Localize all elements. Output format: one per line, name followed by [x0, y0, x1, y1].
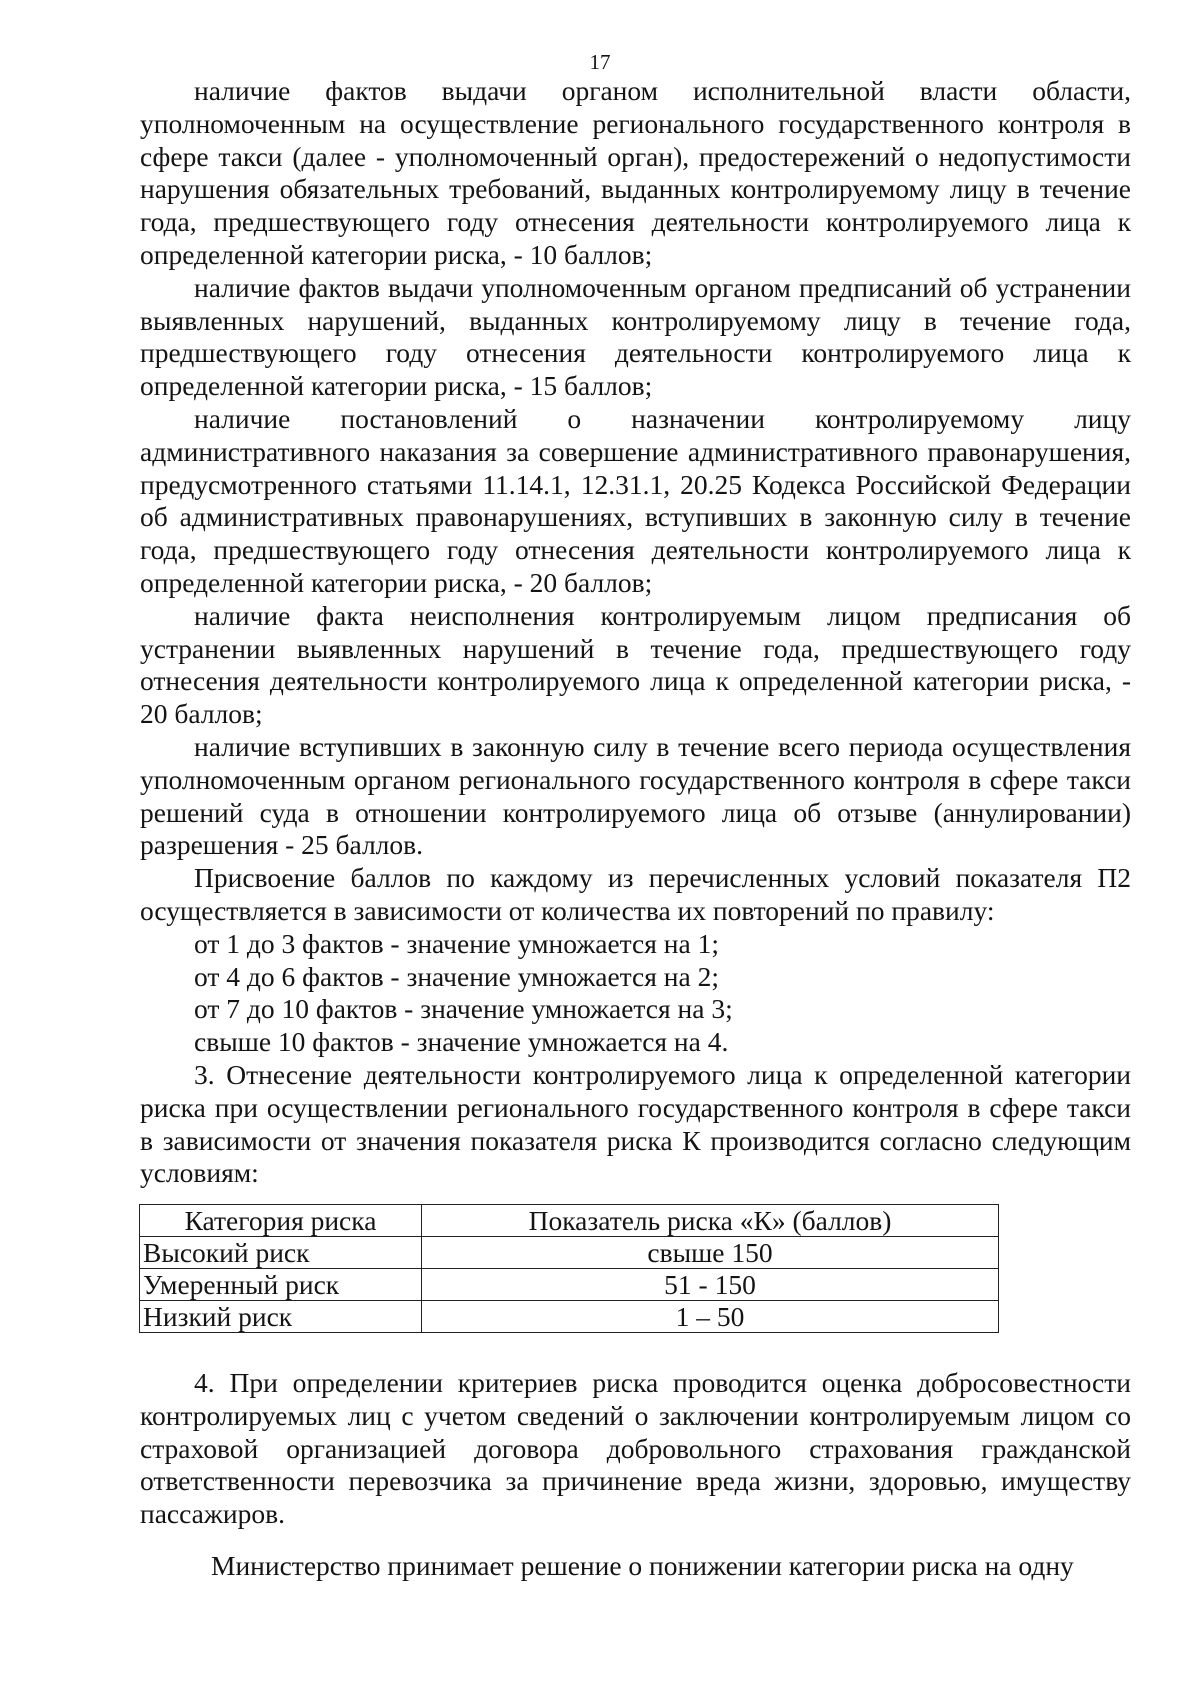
- table-header-row: [140, 1205, 999, 1237]
- table-cell-score: 51 - 150: [422, 1269, 999, 1301]
- table-cell-category: Низкий риск: [140, 1301, 422, 1333]
- table-cell-score: свыше 150: [422, 1237, 999, 1269]
- table-header-score: Показатель риска «К» (баллов): [422, 1205, 999, 1237]
- rule-item: свыше 10 фактов - значение умножается на 4.: [194, 1026, 729, 1058]
- table-cell-score: 1 – 50: [422, 1301, 999, 1333]
- page-number: 17: [589, 50, 611, 74]
- paragraph: наличие вступивших в законную силу в течение всего периода осуществления уполномоченным органом регионального государственного контроля в сфере такси решений суда в отношении контролируемого лица об отзыве (аннулировании) разрешения - 25 баллов.: [140, 730, 1131, 861]
- paragraph: Присвоение баллов по каждому из перечисленных условий показателя П2 осуществляется в зависимости от количества их повторений по правилу:: [140, 862, 1131, 926]
- table-header-category: Категория риска: [140, 1205, 422, 1237]
- section-3-paragraph: 3. Отнесение деятельности контролируемого лица к определенной категории риска при осуществлении регионального государственного контроля в сфере такси в зависимости от значения показателя риска К производится согласно следующим условиям:: [140, 1058, 1131, 1189]
- table-row: [140, 1269, 999, 1301]
- table-cell-category: Высокий риск: [140, 1237, 422, 1269]
- paragraph-gap: [140, 1531, 1131, 1550]
- rule-item: от 4 до 6 фактов - значение умножается на 2;: [194, 960, 719, 992]
- table-cell-category: Умеренный риск: [140, 1269, 422, 1301]
- table-row: [140, 1301, 999, 1333]
- document-body-continued: [140, 1367, 1131, 1583]
- risk-category-table: [139, 1204, 999, 1333]
- rule-item: от 7 до 10 фактов - значение умножается на 3;: [194, 993, 733, 1025]
- paragraph: наличие фактов выдачи уполномоченным органом предписаний об устранении выявленных нарушений, выданных контролируемому лицу в течение года, предшествующего году отнесения деятельности контролируемого лица к определенной категории риска, - 15 баллов;: [140, 271, 1131, 402]
- rule-item: от 1 до 3 фактов - значение умножается на 1;: [194, 927, 719, 959]
- paragraph: наличие факта неисполнения контролируемым лицом предписания об устранении выявленных нарушений в течение года, предшествующего году отнесения деятельности контролируемого лица к определенной категории риска, - 20 баллов;: [140, 599, 1131, 730]
- document-body: [140, 75, 1131, 1190]
- table-row: [140, 1237, 999, 1269]
- last-paragraph: Министерство принимает решение о понижении категории риска на одну: [211, 1549, 1074, 1581]
- paragraph: наличие фактов выдачи органом исполнительной власти области, уполномоченным на осуществление регионального государственного контроля в сфере такси (далее - уполномоченный орган), предостережений о недопустимости нарушения обязательных требований, выданных контролируемому лицу в течение года, предшествующего году отнесения деятельности контролируемого лица к определенной категории риска, - 10 баллов;: [140, 75, 1131, 270]
- section-4-paragraph: 4. При определении критериев риска проводится оценка добросовестности контролируемых лиц с учетом сведений о заключении контролируемым лицом со страховой организацией договора добровольного страхования гражданской ответственности перевозчика за причинение вреда жизни, здоровью, имуществу пассажиров.: [140, 1367, 1131, 1530]
- paragraph: наличие постановлений о назначении контролируемому лицу административного наказания за совершение административного правонарушения, предусмотренного статьями 11.14.1, 12.31.1, 20.25 Кодекса Российской Федерации об административных правонарушениях, вступивших в законную силу в течение года, предшествующего году отнесения деятельности контролируемого лица к определенной категории риска, - 20 баллов;: [140, 402, 1131, 598]
